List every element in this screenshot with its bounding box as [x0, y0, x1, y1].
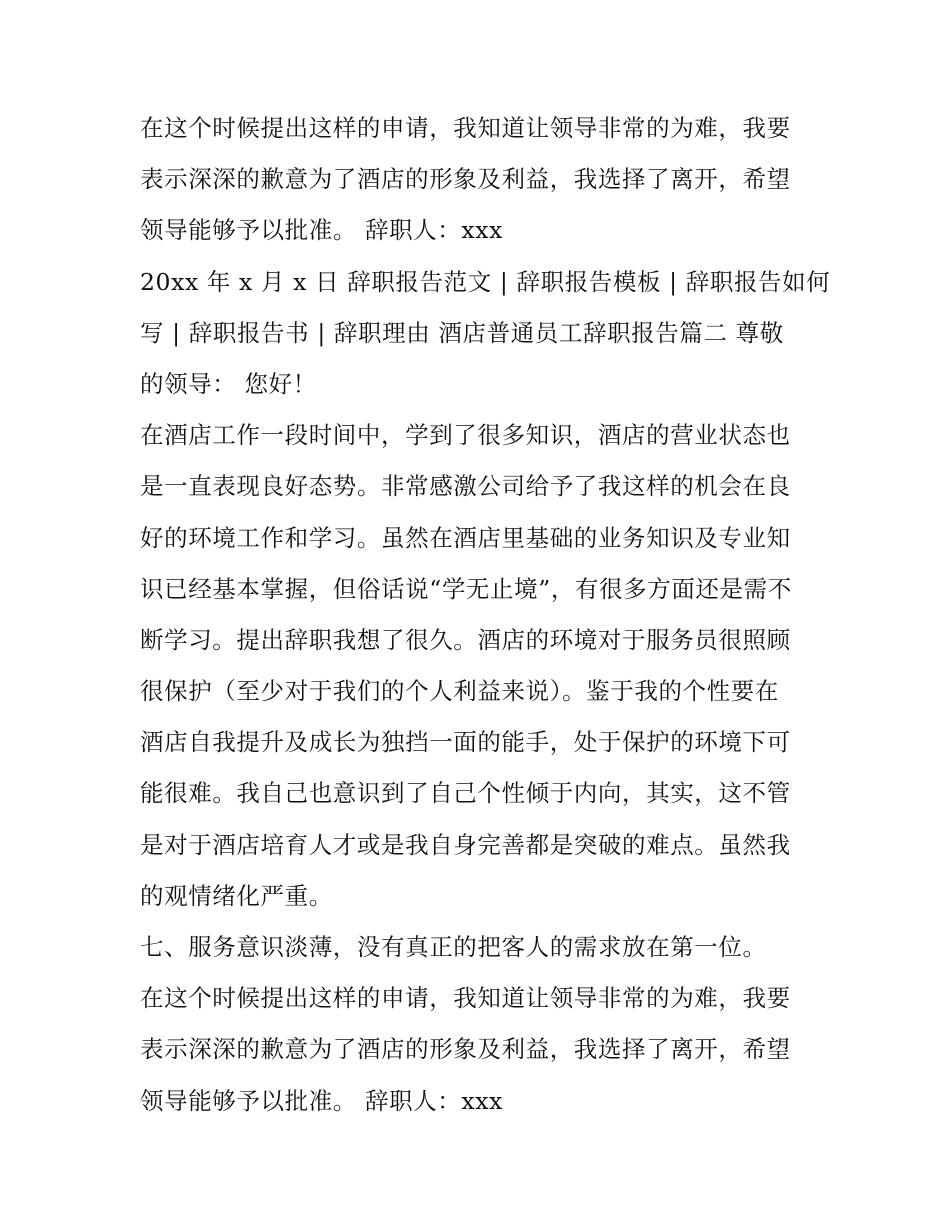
text-line: 表示深深的歉意为了酒店的形象及利益，我选择了离开，希望: [140, 1035, 791, 1064]
text-line: 在这个时候提出这样的申请，我知道让领导非常的为难，我要: [140, 984, 791, 1013]
text-line: 很保护（至少对于我们的个人利益来说）。鉴于我的个性要在: [140, 677, 779, 706]
text-line: 在酒店工作一段时间中，学到了很多知识，酒店的营业状态也: [140, 421, 791, 450]
text-line: 的观情绪化严重。: [140, 881, 333, 910]
text-line: 的领导： 您好！: [140, 369, 317, 398]
text-line: 酒店自我提升及成长为独挡一面的能手，处于保护的环境下可: [140, 728, 791, 757]
text-line: 断学习。提出辞职我想了很久。酒店的环境对于服务员很照顾: [140, 625, 791, 654]
text-line: 识已经基本掌握，但俗话说“学无止境”，有很多方面还是需不: [140, 574, 792, 603]
text-line: 七、服务意识淡薄，没有真正的把客人的需求放在第一位。: [140, 933, 767, 961]
text-line: 好的环境工作和学习。虽然在酒店里基础的业务知识及专业知: [140, 523, 791, 552]
text-line: 20xx 年 x 月 x 日 辞职报告范文 | 辞职报告模板 | 辞职报告如何: [140, 267, 831, 296]
text-line: 是对于酒店培育人才或是我自身完善都是突破的难点。虽然我: [140, 830, 791, 859]
text-line: 表示深深的歉意为了酒店的形象及利益，我选择了离开，希望: [140, 165, 791, 194]
text-line: 领导能够予以批准。 辞职人：xxx: [140, 216, 503, 245]
document-body: [140, 103, 831, 1127]
text-line: 是一直表现良好态势。非常感激公司给予了我这样的机会在良: [140, 472, 791, 501]
text-line: 写 | 辞职报告书 | 辞职理由 酒店普通员工辞职报告篇二 尊敬: [140, 318, 784, 347]
text-line: 在这个时候提出这样的申请，我知道让领导非常的为难，我要: [140, 114, 791, 142]
text-line: 领导能够予以批准。 辞职人：xxx: [140, 1086, 503, 1115]
text-line: 能很难。我自己也意识到了自己个性倾于内向，其实，这不管: [140, 779, 791, 808]
